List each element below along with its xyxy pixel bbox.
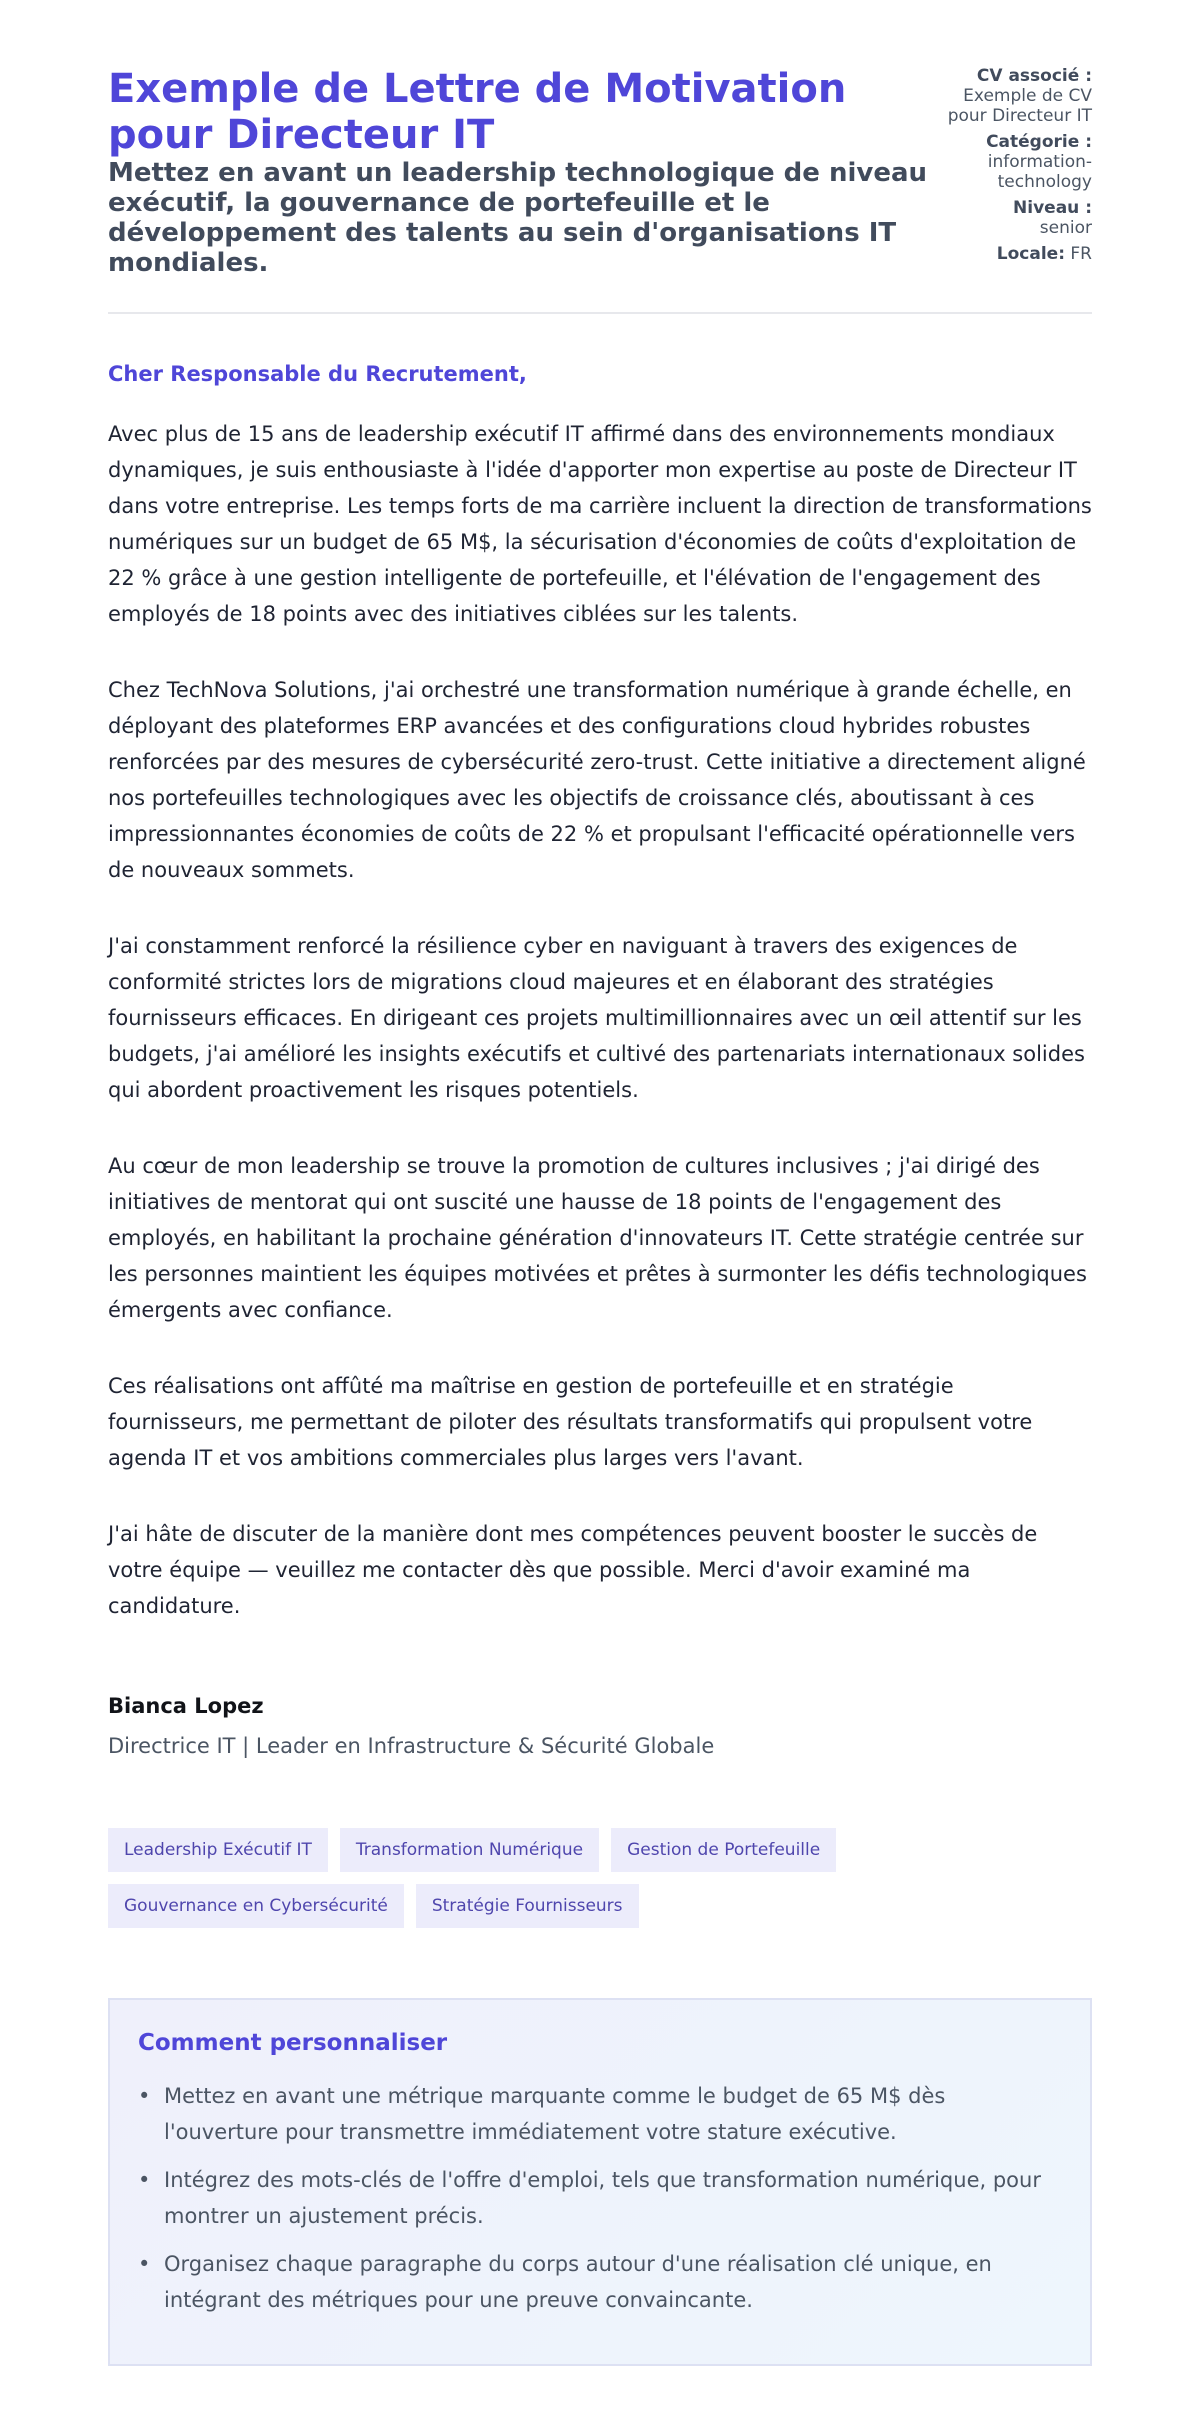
header-titles <box>108 66 928 278</box>
metadata-panel <box>942 66 1092 270</box>
meta-related-cv-value: Exemple de CV pour Directeur IT <box>947 86 1092 126</box>
tips-title: Comment personnaliser <box>138 2030 448 2056</box>
meta-locale-label: Locale: <box>996 244 1065 264</box>
page-subtitle: Mettez en avant un leadership technologique de niveau exécutif, la gouvernance de portefeuille et le développement des talents au sein d'organisations IT mondiales. <box>108 158 928 278</box>
skill-tag: Gouvernance en Cybersécurité <box>108 1884 404 1928</box>
letter-paragraph: Ces réalisations ont affûté ma maîtrise en gestion de portefeuille et en stratégie fournisseurs, me permettant de piloter des résultats transformatifs qui propulsent votre agenda IT et vos ambitions commerciales plus larges vers l'avant. <box>108 1374 1033 1470</box>
skill-tags <box>108 1828 908 1928</box>
page-title: Exemple de Lettre de Motivation pour Directeur IT <box>108 66 847 158</box>
skill-tag: Transformation Numérique <box>340 1828 599 1872</box>
tips-list-item: • Intégrez des mots-clés de l'offre d'emploi, tels que transformation numérique, pour montrer un ajustement précis. <box>138 2162 1062 2234</box>
meta-level-label: Niveau : <box>1013 198 1092 218</box>
meta-related-cv-label: CV associé : <box>976 66 1092 86</box>
letter-paragraph: Au cœur de mon leadership se trouve la promotion de cultures inclusives ; j'ai dirigé des initiatives de mentorat qui ont suscité une hausse de 18 points de l'engagement des employés, en habilitant la prochaine génération d'innovateurs IT. Cette stratégie centrée sur les personnes maintient les équipes motivées et prêtes à surmonter les défis technologiques émergents avec confiance. <box>108 1154 1087 1322</box>
meta-category <box>942 132 1092 192</box>
letter-paragraph: J'ai hâte de discuter de la manière dont mes compétences peuvent booster le succès de votre équipe — veuillez me contacter dès que possible. Merci d'avoir examiné ma candidature. <box>108 1522 1038 1618</box>
meta-level <box>942 198 1092 238</box>
meta-category-label: Catégorie : <box>986 132 1092 152</box>
meta-locale-value: FR <box>1070 244 1092 264</box>
meta-category-value: information-technology <box>987 152 1092 192</box>
tips-list-item: • Organisez chaque paragraphe du corps autour d'une réalisation clé unique, en intégrant des métriques pour une preuve convaincante. <box>138 2246 1062 2318</box>
signature-block <box>108 1694 1092 1758</box>
meta-locale <box>942 244 1092 264</box>
customization-tips-box <box>108 1998 1092 2366</box>
signature-title: Directrice IT | Leader en Infrastructure & Sécurité Globale <box>108 1734 715 1758</box>
page-header <box>108 66 1092 314</box>
letter-paragraph: J'ai constamment renforcé la résilience cyber en naviguant à travers des exigences de conformité strictes lors de migrations cloud majeures et en élaborant des stratégies fournisseurs efficaces. En dirigeant ces projets multimillionnaires avec un œil attentif sur les budgets, j'ai amélioré les insights exécutifs et cultivé des partenariats internationaux solides qui abordent proactivement les risques potentiels. <box>108 934 1085 1102</box>
tips-list <box>138 2078 1062 2318</box>
letter-paragraph: Avec plus de 15 ans de leadership exécutif IT affirmé dans des environnements mondiaux dynamiques, je suis enthousiaste à l'idée d'apporter mon expertise au poste de Directeur IT dans votre entreprise. Les temps forts de ma carrière incluent la direction de transformations numériques sur un budget de 65 M$, la sécurisation d'économies de coûts d'exploitation de 22 % grâce à une gestion intelligente de portefeuille, et l'élévation de l'engagement des employés de 18 points avec des initiatives ciblées sur les talents. <box>108 422 1092 626</box>
skill-tag: Leadership Exécutif IT <box>108 1828 328 1872</box>
tips-list-item: • Mettez en avant une métrique marquante comme le budget de 65 M$ dès l'ouverture pour transmettre immédiatement votre stature exécutive. <box>138 2078 1062 2150</box>
meta-level-value: senior <box>1039 218 1092 238</box>
letter-body <box>108 362 1092 1624</box>
meta-related-cv <box>942 66 1092 126</box>
skill-tag: Gestion de Portefeuille <box>611 1828 836 1872</box>
letter-greeting: Cher Responsable du Recrutement, <box>108 362 527 386</box>
skill-tag: Stratégie Fournisseurs <box>416 1884 639 1928</box>
signature-name: Bianca Lopez <box>108 1694 264 1718</box>
letter-paragraph: Chez TechNova Solutions, j'ai orchestré une transformation numérique à grande échelle, en déployant des plateformes ERP avancées et des configurations cloud hybrides robustes renforcées par des mesures de cybersécurité zero-trust. Cette initiative a directement aligné nos portefeuilles technologiques avec les objectifs de croissance clés, aboutissant à ces impressionnantes économies de coûts de 22 % et propulsant l'efficacité opérationnelle vers de nouveaux sommets. <box>108 678 1086 882</box>
